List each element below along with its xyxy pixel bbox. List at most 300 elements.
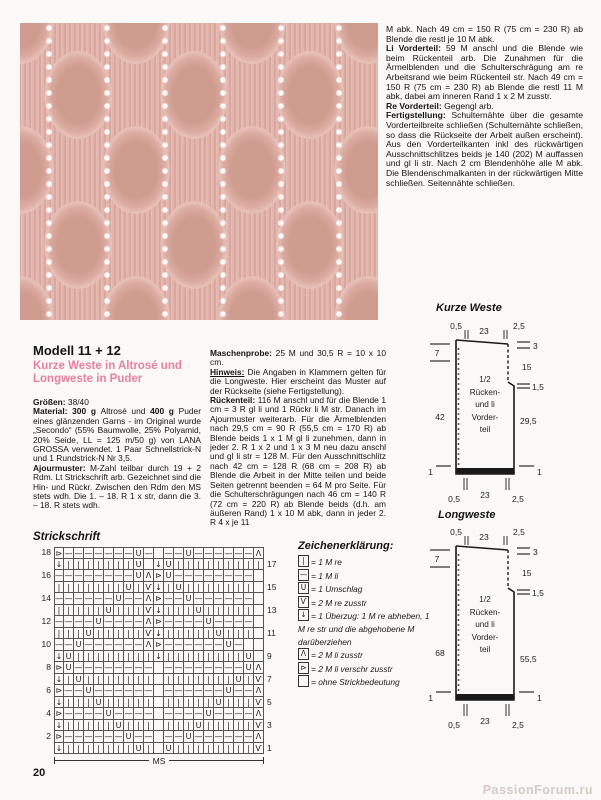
chart-cell: | — [94, 559, 104, 571]
chart-cell: — — [164, 549, 173, 558]
chart-cell: U — [224, 685, 234, 697]
chart-cell — [244, 639, 254, 651]
svg-text:und li: und li — [475, 620, 495, 629]
paragraph-material: Material: 300 g Altrosé und 400 g Puder eines glänzenden Garns - im Original wurde „Secondo“ (55% Baumwolle, 25% Polyamid, 20% Seide, LL = 125 m/50 g) von LANA GROSSA verwendet. 1 Paar Schnellstrick-N und 1 Rundstrick-N Nr 3,5. — [33, 406, 201, 464]
notch-ticks — [517, 384, 530, 388]
no-stitch-symbol-icon — [298, 675, 309, 687]
chart-row-number-left — [38, 582, 54, 594]
chart-cell: — — [214, 663, 223, 672]
chart-cell: Ѵ — [254, 743, 264, 755]
chart-cell: — — [64, 594, 73, 603]
chart-cell: U — [184, 547, 194, 559]
chart-cell — [154, 731, 164, 743]
chart-cell: | — [234, 582, 244, 594]
chart-cell: — — [234, 640, 243, 649]
chart-cell: U — [164, 570, 174, 582]
chart-cell: U — [164, 559, 174, 571]
legend-item-p2tog: Λ = 2 M li zusstr — [298, 648, 432, 662]
chart-cell: | — [214, 743, 224, 755]
chart-cell: — — [194, 686, 203, 695]
chart-cell: — — [174, 617, 183, 626]
chart-row-number-right: 17 — [267, 558, 277, 569]
chart-cell: — — [74, 732, 83, 741]
chart-cell: — — [164, 663, 173, 672]
chart-cell: | — [194, 674, 204, 686]
chart-cell: — — [114, 663, 123, 672]
chart-cell: Λ — [144, 593, 154, 605]
chart-cell: U — [214, 628, 224, 640]
shoulder-left-ticks — [430, 550, 450, 567]
measure-notch: 1,5 — [532, 382, 544, 392]
chart-cell: | — [204, 582, 214, 594]
chart-cell: | — [114, 628, 124, 640]
chart-cell: ↓ — [154, 651, 164, 663]
chart-cell: — — [84, 640, 93, 649]
chart-cell: | — [84, 674, 94, 686]
chart-cell: — — [144, 549, 153, 558]
chart-cell: — — [104, 549, 113, 558]
chart-cell: U — [104, 708, 114, 720]
chart-cell: ↓ — [154, 582, 164, 594]
chart-cell: — — [144, 686, 153, 695]
chart-cell: — — [104, 732, 113, 741]
chart-cell: | — [204, 628, 214, 640]
chart-cell: — — [55, 640, 63, 649]
chart-cell: — — [84, 709, 93, 718]
chart-cell: — — [164, 594, 173, 603]
chart-cell: | — [224, 674, 234, 686]
chart-cell: ⊳ — [154, 593, 164, 605]
chart-cell: — — [134, 709, 143, 718]
chart-cell: — — [55, 571, 63, 580]
chart-cell: — — [194, 732, 203, 741]
chart-cell: U — [194, 720, 204, 732]
chart-cell: | — [224, 559, 234, 571]
chart-cell: | — [84, 651, 94, 663]
chart-cell: | — [164, 628, 174, 640]
chart-cell: | — [104, 651, 114, 663]
chart-cell: — — [144, 709, 153, 718]
chart-cell: — — [204, 594, 213, 603]
chart-cell: ⊳ — [154, 639, 164, 651]
chart-cell: Λ — [144, 570, 154, 582]
chart-cell: ⊳ — [154, 616, 164, 628]
svg-text:teil: teil — [479, 645, 491, 654]
chart-row-number-right: 7 — [267, 673, 272, 684]
chart-row-number-right — [264, 708, 280, 720]
chart-cell: ↓ — [55, 674, 63, 684]
chart-cell: | — [224, 720, 234, 732]
measure-top-right: 2,5 — [513, 527, 525, 537]
chart-cell: | — [64, 559, 74, 571]
legend-title: Zeichenerklärung: — [298, 540, 394, 552]
hem-band — [456, 468, 514, 474]
chart-cell: | — [244, 605, 254, 617]
chart-cell: | — [114, 582, 124, 594]
chart-cell: | — [54, 582, 64, 594]
chart-cell: — — [174, 709, 183, 718]
paragraph-re-vorderteil: Re Vorderteil: Gegengl arb. — [386, 100, 494, 111]
chart-cell: | — [134, 651, 144, 663]
chart-cell: | — [124, 559, 134, 571]
chart-cell: | — [234, 743, 244, 755]
chart-cell: U — [134, 559, 144, 571]
measure-bottom-tick-left: 1 — [428, 693, 433, 703]
chart-cell: — — [74, 686, 83, 695]
chart-cell: | — [64, 720, 74, 732]
chart-row-number-left: 4 — [46, 708, 51, 718]
chart-row-number-left: 14 — [41, 593, 51, 603]
chart-cell: — — [204, 571, 213, 580]
p2tog-tbl-symbol-icon: ⊳ — [298, 662, 309, 674]
chart-cell: | — [124, 720, 134, 732]
chart-row-number-right — [264, 685, 280, 697]
chart-cell: U — [134, 570, 144, 582]
symbol-legend — [298, 540, 432, 689]
chart-cell: — — [94, 709, 103, 718]
chart-cell: — — [184, 709, 193, 718]
chart-row-number-right: 15 — [267, 581, 277, 592]
chart-cell: — — [74, 709, 83, 718]
chart-cell: — — [214, 571, 223, 580]
chart-cell: — — [204, 686, 213, 695]
page-number: 20 — [33, 767, 46, 779]
knit-symbol-icon: | — [298, 555, 309, 567]
chart-cell: — — [134, 686, 143, 695]
chart-cell: — — [84, 549, 93, 558]
shoulder-right-ticks — [517, 342, 530, 348]
chart-cell: | — [224, 582, 234, 594]
chart-cell: — — [194, 617, 203, 626]
chart-cell: | — [84, 697, 94, 709]
chart-cell: — — [134, 594, 143, 603]
stitch-chart-grid — [38, 547, 280, 754]
chart-cell: Ѵ — [254, 674, 264, 686]
chart-cell: U — [74, 674, 84, 686]
chart-cell: — — [144, 663, 153, 672]
measure-top: 23 — [479, 532, 489, 542]
chart-cell: | — [204, 720, 214, 732]
chart-cell: — — [224, 663, 233, 672]
chart-cell: | — [194, 743, 204, 755]
chart-row-number-right — [264, 593, 280, 605]
chart-cell: — — [224, 549, 233, 558]
chart-cell: — — [124, 571, 133, 580]
chart-cell: | — [124, 605, 134, 617]
chart-cell: — — [94, 663, 103, 672]
chart-cell: | — [84, 559, 94, 571]
chart-cell: — — [164, 617, 173, 626]
chart-cell: — — [104, 571, 113, 580]
k2tog-symbol-icon: Ѵ — [298, 596, 309, 608]
p2tog-symbol-icon: Λ — [298, 648, 309, 660]
chart-cell: ↓ — [55, 697, 63, 707]
chart-cell: — — [244, 571, 253, 580]
measure-right-upper: 15 — [522, 568, 532, 578]
measure-bottom-right: 2,5 — [512, 494, 524, 504]
chart-cell: | — [214, 582, 224, 594]
chart-cell: | — [214, 605, 224, 617]
chart-cell: | — [84, 720, 94, 732]
chart-cell: Λ — [144, 639, 154, 651]
chart-cell: — — [204, 732, 213, 741]
chart-cell: | — [74, 628, 84, 640]
chart-row-number-left: 6 — [46, 685, 51, 695]
chart-cell: | — [184, 651, 194, 663]
chart-cell: | — [64, 582, 74, 594]
measure-shoulder-left: 7 — [434, 348, 440, 358]
chart-cell: — — [244, 617, 253, 626]
chart-cell: — — [174, 571, 183, 580]
measure-bottom-tick-left: 1 — [428, 467, 433, 477]
chart-cell: | — [194, 697, 204, 709]
chart-cell: — — [214, 640, 223, 649]
chart-cell: | — [194, 582, 204, 594]
measure-right-lower: 55,5 — [520, 654, 537, 664]
chart-cell: | — [194, 651, 204, 663]
chart-cell: — — [214, 549, 223, 558]
chart-cell — [154, 697, 164, 709]
chart-cell — [154, 674, 164, 686]
chart-cell: ↓ — [154, 559, 164, 571]
chart-row-number-right — [264, 547, 280, 559]
chart-cell: — — [234, 686, 243, 695]
chart-cell: — — [214, 709, 223, 718]
chart-cell: | — [54, 628, 64, 640]
chart-cell: — — [94, 732, 103, 741]
chart-cell: — — [234, 663, 243, 672]
chart-row-number-left — [38, 743, 54, 755]
chart-cell: — — [174, 686, 183, 695]
measure-notch: 1,5 — [532, 588, 544, 598]
chart-cell: | — [164, 605, 174, 617]
chart-cell: — — [234, 549, 243, 558]
watermark: PassionForum.ru — [482, 783, 593, 797]
chart-cell: | — [184, 628, 194, 640]
chart-cell: — — [64, 732, 73, 741]
chart-cell: Ѵ — [144, 628, 154, 640]
svg-text:und li: und li — [475, 400, 495, 409]
chart-cell: — — [234, 732, 243, 741]
chart-cell: — — [124, 549, 133, 558]
paragraph-ajourmuster: Ajourmuster: M-Zahl teilbar durch 19 + 2 Rdm. Lt Strickschrift arb. Gezeichnet sind die Hin- und Rückr. Zwischen den Rdm den MS stets wdh. Die 1. – 18. R 1 x str, dann die 3. – 18. R stets wdh. — [33, 462, 201, 511]
measure-right-lower: 29,5 — [520, 416, 537, 426]
chart-cell — [154, 547, 164, 559]
chart-cell: — — [234, 617, 243, 626]
chart-cell: — — [64, 549, 73, 558]
piece-label: 1/2 — [479, 375, 491, 384]
measure-bottom: 23 — [480, 490, 490, 500]
chart-cell: | — [74, 605, 84, 617]
chart-cell: | — [174, 651, 184, 663]
chart-cell: — — [114, 686, 123, 695]
chart-cell: — — [64, 617, 73, 626]
chart-cell: | — [74, 720, 84, 732]
chart-cell: — — [224, 732, 233, 741]
chart-cell — [154, 720, 164, 732]
bottom-tick-marks — [464, 704, 509, 716]
chart-cell: ↓ — [55, 651, 63, 661]
paragraph-hinweis: Hinweis: Die Angaben in Klammern gelten für die Longweste. Hier erscheint das Muster auf der Rückseite (siehe Fertigstellung). — [210, 366, 386, 396]
chart-cell: | — [94, 605, 104, 617]
chart-cell: — — [124, 617, 133, 626]
chart-cell: U — [134, 743, 144, 755]
chart-cell — [254, 593, 264, 605]
chart-cell: — — [74, 549, 83, 558]
chart-cell: ↓ — [154, 605, 164, 617]
chart-cell: ⊳ — [55, 709, 63, 718]
chart-row-number-left — [38, 605, 54, 617]
chart-cell: U — [204, 616, 214, 628]
paragraph-rueckenteil: Rückenteil: 116 M anschl und für die Blende 1 cm = 3 R gl li und 1 Rückr li M str. Danach im Ajourmuster weiterarb. Für die Ärmelblenden nach 29,5 cm = 90 R (55,5 cm = 170 R) ab Blende beids 1 x 1 M gl li zunehmen, dann in jeder 2. R 1 x 2 und 1 x 3 M neu dazu anschl und gl li str = 128 M. Für den Ausschnittschlitz nach 42 cm = 128 R (68 cm = 208 R) ab Blende die Arbeit in der Mitte teilen und beide Seiten getrennt beenden = 64 M pro Seite. Für die Schulterschrägungen nach 46 cm = 140 R (72 cm = 220 R) ab Blende beids (d.h. am äußeren Rand) 1 x 10 M abk, dann in jeder 2. R 4 x je 11 — [210, 395, 386, 528]
chart-cell — [144, 559, 154, 571]
chart-cell: | — [204, 605, 214, 617]
chart-cell: | — [164, 582, 174, 594]
paragraph-li-vorderteil: Li Vorderteil: 59 M anschl und die Blende wie beim Rückenteil arb. Die Zunahmen für die Ärmelblenden und die Schulterschrägung am re Arbeitsrand wie beim Rückenteil str. Nach 49 cm = 150 R (75 cm = 230 R) ab Blende die restl 11 M abk, dabei am inneren Rand 1 x 2 M zusstr. — [386, 43, 583, 102]
chart-cell: — — [174, 594, 183, 603]
chart-cell: | — [234, 651, 244, 663]
chart-cell: U — [244, 651, 254, 663]
chart-cell: | — [184, 743, 194, 755]
legend-item-yarnover: U = 1 Umschlag — [298, 582, 432, 596]
chart-cell: U — [134, 547, 144, 559]
chart-cell: | — [244, 582, 254, 594]
chart-cell: | — [224, 743, 234, 755]
chart-cell: | — [164, 674, 174, 686]
chart-cell: — — [184, 663, 193, 672]
measure-shoulder-right: 3 — [533, 547, 538, 557]
chart-cell: | — [214, 674, 224, 686]
chart-cell: — — [114, 640, 123, 649]
chart-cell: U — [124, 582, 134, 594]
chart-cell: — — [194, 549, 203, 558]
chart-cell: — — [194, 640, 203, 649]
measure-right-upper: 15 — [522, 362, 532, 372]
chart-row-number-right: 11 — [267, 627, 276, 638]
chart-cell: — — [84, 732, 93, 741]
chart-row-number-left — [38, 697, 54, 709]
chart-cell: | — [244, 743, 254, 755]
schematic-longweste — [424, 522, 599, 736]
chart-cell: — — [184, 571, 193, 580]
chart-cell: | — [214, 651, 224, 663]
chart-cell: U — [234, 674, 244, 686]
legend-item-p2tog-tbl: ⊳ = 2 M li verschr zusstr — [298, 662, 432, 676]
chart-cell: | — [104, 559, 114, 571]
chart-cell: — — [124, 686, 133, 695]
chart-cell: | — [164, 720, 174, 732]
chart-cell: Ѵ — [144, 582, 154, 594]
chart-cell: | — [204, 697, 214, 709]
chart-cell: U — [244, 662, 254, 674]
chart-cell: | — [84, 743, 94, 755]
chart-cell: U — [84, 628, 94, 640]
chart-cell: | — [244, 559, 254, 571]
chart-cell: | — [174, 697, 184, 709]
chart-cell: U — [204, 708, 214, 720]
chart-cell: | — [244, 628, 254, 640]
chart-cell: | — [184, 697, 194, 709]
chart-cell: | — [124, 743, 134, 755]
chart-cell: — — [104, 686, 113, 695]
paragraph-groessen: Größen: 38/40 — [33, 397, 89, 407]
measure-top-right: 2,5 — [513, 321, 525, 331]
chart-cell: Λ — [144, 616, 154, 628]
chart-cell — [254, 639, 264, 651]
chart-cell: | — [104, 674, 114, 686]
chart-cell: — — [134, 617, 143, 626]
slip-pass-symbol-icon: ↓ — [298, 609, 309, 621]
model-intro-block — [33, 343, 201, 511]
legend-item-purl: — = 1 M li — [299, 569, 339, 581]
chart-cell: — — [214, 732, 223, 741]
chart-row-number-right — [264, 662, 280, 674]
chart-cell: — — [64, 571, 73, 580]
chart-cell: — — [144, 732, 153, 741]
measure-bottom-tick-right: 1 — [537, 693, 542, 703]
svg-text:teil: teil — [479, 425, 491, 434]
chart-cell: | — [124, 697, 134, 709]
chart-cell: | — [184, 582, 194, 594]
chart-cell: — — [134, 640, 143, 649]
chart-cell: | — [164, 651, 174, 663]
ms-tick-right — [263, 757, 264, 764]
chart-cell: Ѵ — [254, 697, 264, 709]
chart-cell: | — [134, 674, 144, 686]
chart-cell: | — [144, 720, 154, 732]
chart-cell: | — [174, 559, 184, 571]
chart-row-number-right: 9 — [267, 650, 272, 661]
chart-cell: — — [114, 709, 123, 718]
chart-cell: | — [54, 605, 64, 617]
chart-cell: | — [224, 697, 234, 709]
chart-cell: | — [134, 628, 144, 640]
chart-cell — [254, 616, 264, 628]
chart-cell: — — [174, 663, 183, 672]
paragraph-continuation: M abk. Nach 49 cm = 150 R (75 cm = 230 R) ab Blende die restl je 10 M abk. — [386, 24, 583, 44]
chart-row-number-left — [38, 628, 54, 640]
chart-cell: | — [174, 605, 184, 617]
chart-cell: — — [214, 594, 223, 603]
chart-row-number-right: 13 — [267, 604, 277, 615]
chart-cell: | — [134, 605, 144, 617]
chart-cell: Λ — [254, 662, 264, 674]
chart-cell: — — [194, 571, 203, 580]
chart-cell: — — [244, 594, 253, 603]
chart-cell: | — [194, 559, 204, 571]
chart-cell — [154, 743, 164, 755]
chart-cell: | — [234, 697, 244, 709]
chart-cell: — — [244, 732, 253, 741]
chart-cell: | — [244, 674, 254, 686]
legend-item-k2tog: Ѵ = 2 M re zusstr — [298, 596, 432, 610]
chart-cell: ↓ — [55, 559, 63, 569]
chart-cell: — — [94, 571, 103, 580]
chart-cell: | — [94, 674, 104, 686]
chart-cell: — — [174, 640, 183, 649]
chart-cell: — — [74, 594, 83, 603]
chart-cell: — — [114, 549, 123, 558]
chart-cell: — — [74, 571, 83, 580]
paragraph-maschenprobe: Maschenprobe: 25 M und 30,5 R = 10 x 10 cm. — [210, 348, 386, 368]
chart-cell: — — [234, 571, 243, 580]
chart-row-number-left — [38, 559, 54, 571]
chart-cell: | — [104, 582, 114, 594]
chart-cell: ↓ — [154, 628, 164, 640]
chart-cell: | — [114, 559, 124, 571]
ms-bracket — [54, 754, 264, 767]
chart-cell: — — [194, 709, 203, 718]
